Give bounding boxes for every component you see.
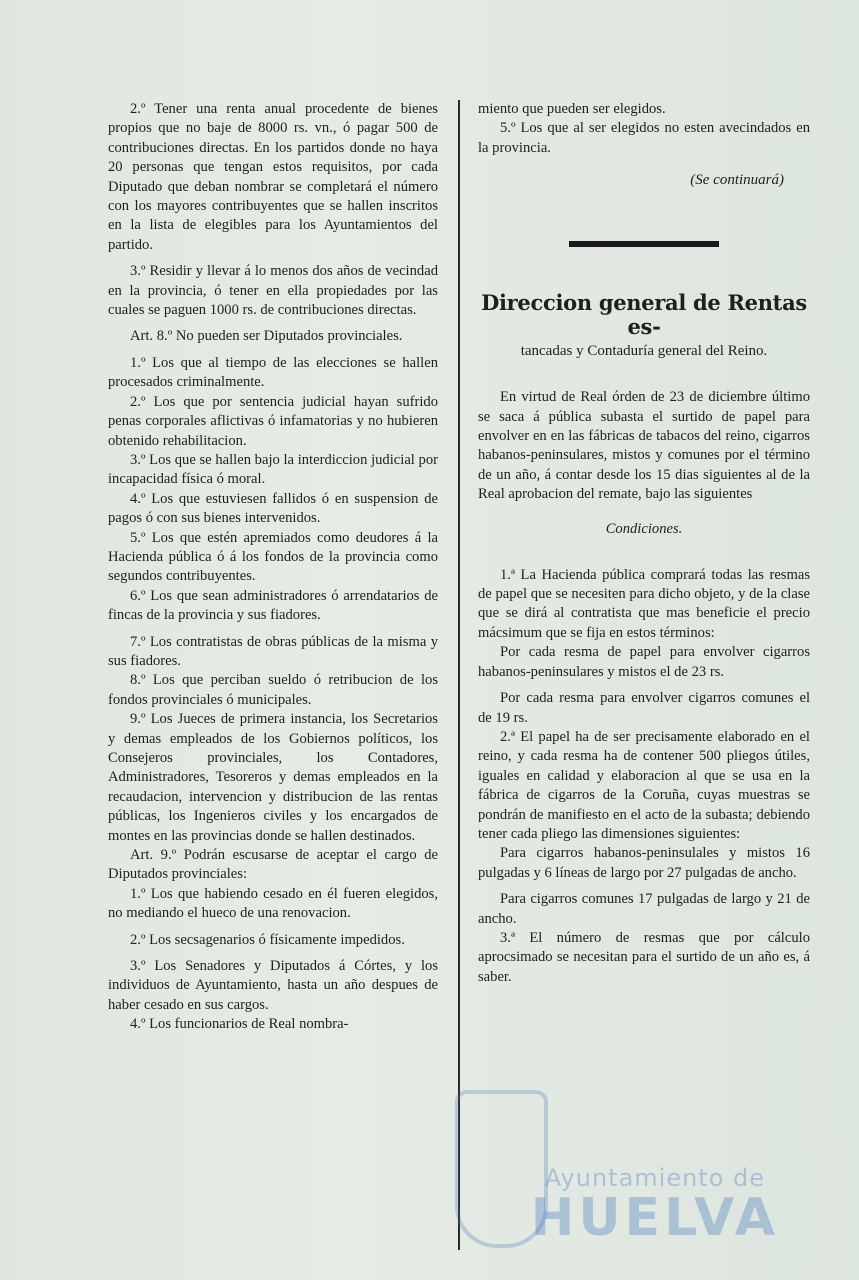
section-subtitle: tancadas y Contaduría general del Reino.	[520, 343, 768, 360]
paragraph: 1.º Los que habiendo cesado en él fueren elegidos, no mediando el hueco de una renovacion.	[108, 885, 438, 922]
column-divider	[458, 100, 460, 1250]
conditions-title: Condiciones.	[605, 520, 683, 537]
watermark-line1: Ayuntamiento de	[544, 1164, 766, 1192]
paragraph: 2.ª El papel ha de ser precisamente elaborado en el reino, y cada resma ha de contener 500 pliegos útiles, iguales en calidad y elaboracion al que se usa en la fábrica de cigarros de la Coruña, cuyas muestras se pondrán de manifiesto en el acto de la subasta; debiendo tener cada pliego las dimensiones siguientes:	[478, 728, 810, 842]
paragraph: 5.º Los que estén apremiados como deudores á la Hacienda pública ó á los fondos de la provincia como segundos contribuyentes.	[108, 529, 438, 585]
paragraph: 7.º Los contratistas de obras públicas de la misma y sus fiadores.	[108, 633, 438, 669]
paragraph: 3.º Residir y llevar á lo menos dos años de vecindad en la provincia, ó tener en ella propiedades por las cuales se paguen 1000 rs. de contribuciones directas.	[108, 263, 438, 319]
paragraph: 1.º Los que al tiempo de las elecciones se hallen procesados criminalmente.	[108, 354, 438, 391]
left-column	[108, 100, 438, 1035]
paragraph: 4.º Los funcionarios de Real nombra-	[130, 1016, 349, 1033]
continuation-note: (Se continuará)	[690, 172, 784, 189]
paragraph: 3.ª El número de resmas que por cálculo aprocsimado se necesitan para el surtido de un año es, á saber.	[478, 929, 810, 985]
paragraph: 4.º Los que estuviesen fallidos ó en suspension de pagos ó con sus bienes intervenidos.	[108, 490, 438, 527]
paragraph: 1.ª La Hacienda pública comprará todas las resmas de papel que se necesiten para dicho objeto, y de la clase que se dirá al contratista que mas beneficie el precio mácsimum que se fija en estos términos:	[478, 566, 810, 641]
paragraph: 2.º Los secsagenarios ó físicamente impedidos.	[130, 931, 405, 948]
article-heading: Art. 9.º Podrán escusarse de aceptar el cargo de Diputados provinciales:	[108, 847, 438, 883]
paragraph: 2.º Los que por sentencia judicial hayan sufrido penas corporales aflictivas ó infamatorias y no hubieren obtenido rehabilitacion.	[108, 393, 438, 449]
paragraph: 8.º Los que perciban sueldo ó retribucion de los fondos provinciales ó municipales.	[108, 672, 438, 708]
paragraph: Para cigarros habanos-peninsulales y mistos 16 pulgadas y 6 líneas de largo por 27 pulgadas de ancho.	[478, 845, 810, 881]
paragraph: 6.º Los que sean administradores ó arrendatarios de fincas de la provincia y sus fiadores.	[108, 587, 438, 624]
paragraph: En virtud de Real órden de 23 de diciembre último se saca á pública subasta el surtido de papel para envolver en en las fábricas de tabacos del reino, cigarros habanos-peninsulares, mistos y comunes por el término de un año, á contar desde los 15 dias siguientes al de la Real aprobacion del remate, bajo las siguientes	[478, 389, 810, 503]
paragraph: Para cigarros comunes 17 pulgadas de largo y 21 de ancho.	[478, 891, 810, 927]
right-column	[478, 100, 810, 987]
watermark-line2: HUELVA	[530, 1188, 779, 1248]
ayuntamiento-watermark	[530, 1164, 779, 1248]
paragraph: 3.º Los Senadores y Diputados á Córtes, y los individuos de Ayuntamiento, hasta un año despues de haber cesado en sus cargos.	[108, 958, 438, 1013]
paragraph: 5.º Los que al ser elegidos no esten avecindados en la provincia.	[478, 120, 810, 156]
paragraph: 2.º Tener una renta anual procedente de bienes propios que no baje de 8000 rs. vn., ó pagar 500 de contribuciones directas. En los partidos donde no haya 20 personas que tengan estos requisitos, por cada Diputado que deban nombrar se completará el número con los mayores contribuyentes que se hallen inscritos en la lista de elegibles para los Ayuntamientos del partido.	[108, 101, 438, 253]
section-title: Direccion general de Rentas es-	[481, 290, 807, 340]
paragraph: Por cada resma de papel para envolver cigarros habanos-peninsulares y mistos el de 23 rs.	[478, 644, 810, 680]
paragraph: miento que pueden ser elegidos.	[478, 101, 666, 117]
article-heading: Art. 8.º No pueden ser Diputados provinciales.	[130, 328, 403, 345]
paragraph: 3.º Los que se hallen bajo la interdiccion judicial por incapacidad física ó moral.	[108, 451, 438, 488]
paragraph: Por cada resma para envolver cigarros comunes el de 19 rs.	[478, 690, 810, 726]
paragraph: 9.º Los Jueces de primera instancia, los Secretarios y demas empleados de los Gobiernos políticos, los Consejeros provinciales, los Contadores, Administradores, Tesoreros y demas empleados en la recaudacion, intervencion y distribucion de las rentas públicas, los Ingenieros civiles y los encargados de montes en las provincias donde se hallen destinados.	[108, 711, 438, 844]
section-rule	[569, 241, 719, 247]
